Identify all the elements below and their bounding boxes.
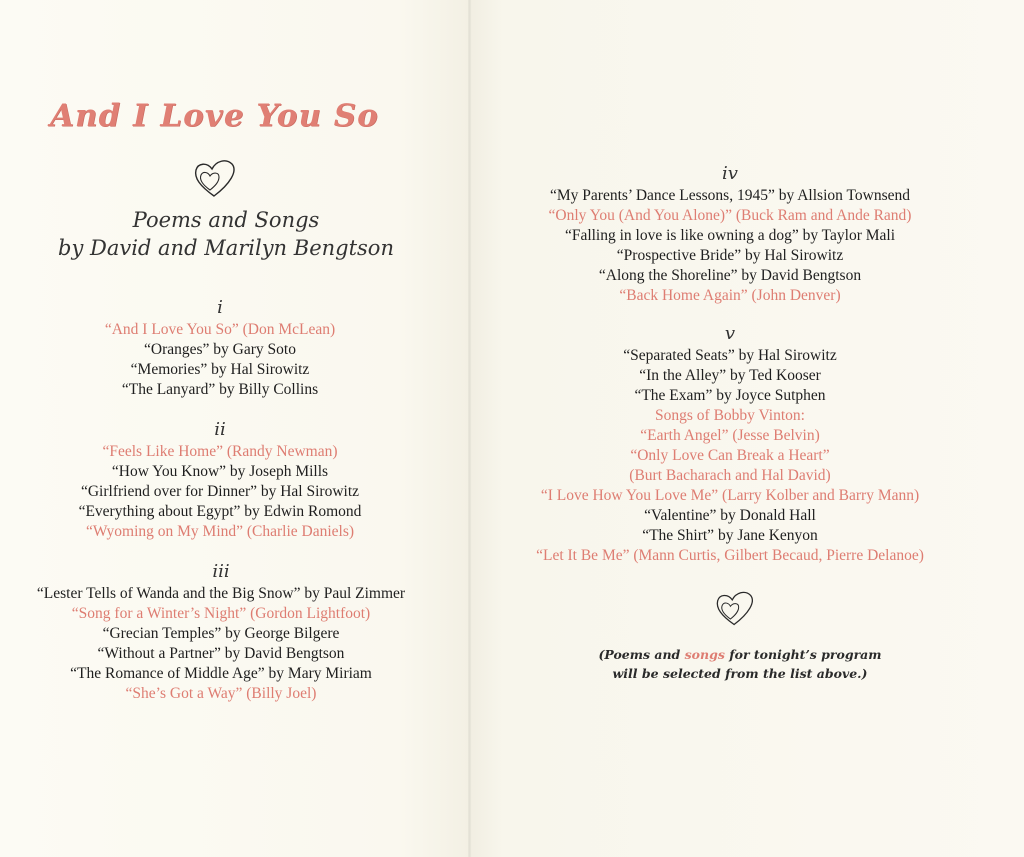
program-entry: “Without a Partner” by David Bengtson [97,645,345,662]
footnote-line-1 [540,645,940,664]
program-entry: “The Lanyard” by Billy Collins [121,381,319,398]
heart-ornament-icon [712,588,758,630]
program-entry: “And I Love You So” (Don McLean) [104,321,336,338]
section-iii [0,562,442,704]
section-numeral: iv [722,163,738,184]
program-entry: “Wyoming on My Mind” (Charlie Daniels) [85,523,355,540]
program-entry: “In the Alley” by Ted Kooser [639,367,821,384]
program-entry: “Let It Be Me” (Mann Curtis, Gilbert Becaud, Pierre Delanoe) [536,547,924,564]
program-entry: “The Exam” by Joyce Sutphen [634,387,826,404]
section-numeral: i [217,297,223,318]
section-ii [0,420,440,542]
section-numeral: ii [214,419,226,440]
program-entry: “Lester Tells of Wanda and the Big Snow” by Paul Zimmer [36,585,406,602]
page-fold [468,0,471,857]
section-numeral: iii [212,561,230,582]
program-entry: “Grecian Temples” by George Bilgere [102,625,340,642]
section-numeral: v [724,323,736,344]
program-entry: “Only You (And You Alone)” (Buck Ram and Ande Rand) [548,207,912,224]
footnote-text-after: for tonight’s program [724,647,882,662]
program-entry: “The Shirt” by Jane Kenyon [642,527,818,544]
program-entry: “Separated Seats” by Hal Sirowitz [623,347,837,364]
program-entry: “Only Love Can Break a Heart” [630,447,830,464]
program-entry: Songs of Bobby Vinton: [655,407,805,424]
program-entry: “Memories” by Hal Sirowitz [130,361,310,378]
program-entry: “How You Know” by Joseph Mills [111,463,329,480]
program-entry: “Along the Shoreline” by David Bengtson [598,267,862,284]
program-entry: “Back Home Again” (John Denver) [619,287,841,304]
heart-ornament-icon [190,156,240,202]
program-entry: (Burt Bacharach and Hal David) [629,467,831,484]
program-entry: “The Romance of Middle Age” by Mary Miriam [70,665,372,682]
footnote-text-before: (Poems and [598,647,685,662]
section-iv [480,164,980,306]
section-v [480,324,980,566]
program-entry: “Feels Like Home” (Randy Newman) [102,443,338,460]
program-entry: “I Love How You Love Me” (Larry Kolber and Barry Mann) [540,487,920,504]
program-entry: “Song for a Winter’s Night” (Gordon Lightfoot) [71,605,371,622]
program-entry: “Oranges” by Gary Soto [144,341,296,358]
program-entry: “Earth Angel” (Jesse Belvin) [640,427,820,444]
program-entry: “Prospective Bride” by Hal Sirowitz [616,247,844,264]
section-i [0,298,440,400]
program-entry: “Valentine” by Donald Hall [644,507,816,524]
program-entry: “Everything about Egypt” by Edwin Romond [78,503,362,520]
program-entry: “My Parents’ Dance Lessons, 1945” by Allsion Townsend [550,187,910,204]
program-footnote [540,645,940,683]
program-entry: “Falling in love is like owning a dog” by Taylor Mali [564,227,896,244]
footnote-line-2: will be selected from the list above.) [612,666,868,681]
subtitle-line-2: by David and Marilyn Bengtson [58,236,394,260]
program-title: And I Love You So [50,98,379,134]
program-entry: “Girlfriend over for Dinner” by Hal Sirowitz [80,483,360,500]
subtitle-line-1: Poems and Songs [132,208,320,232]
footnote-accent-songs: songs [684,647,725,662]
program-entry: “She’s Got a Way” (Billy Joel) [125,685,317,702]
